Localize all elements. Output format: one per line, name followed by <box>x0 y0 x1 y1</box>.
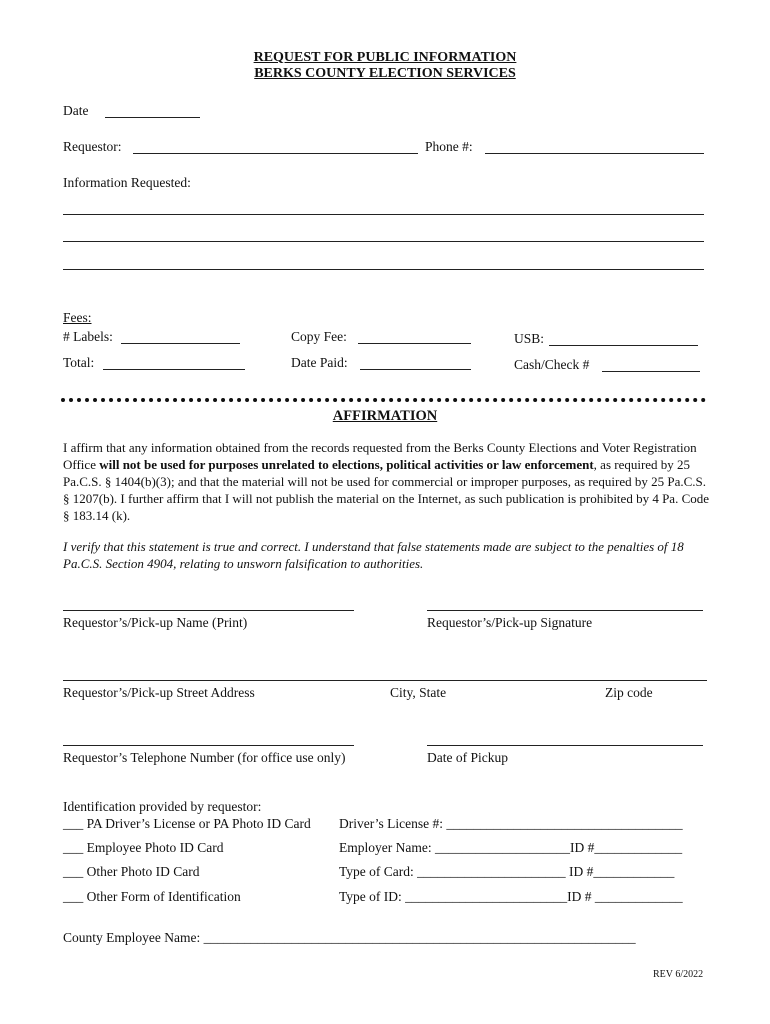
info-line-3[interactable] <box>63 269 704 270</box>
affirmation-text-b: , as required by 25 Pa.C.S. § 1404(b)(3); and that the material will not be used for commercial or improper purposes, as required by 25 Pa.C.S. § 1207(b). I further affirm that I will not publish the material on the Internet, as such publication is prohibited by 4 Pa. Code § 183.14 (k). <box>63 457 710 523</box>
city-state-label: City, State <box>390 685 447 700</box>
fees-heading: Fees: <box>63 310 92 325</box>
affirmation-text-bold: will not be used for purposes unrelated to elections, political activities or law enforcement <box>99 457 594 472</box>
cash-check-field[interactable] <box>602 371 700 372</box>
total-label: Total: <box>63 355 95 370</box>
date-field[interactable] <box>105 117 200 118</box>
pickup-date-line[interactable] <box>427 745 703 746</box>
county-employee-field[interactable]: County Employee Name: ________________________________________________________________ <box>63 930 636 945</box>
info-line-1[interactable] <box>63 214 704 215</box>
info-line-2[interactable] <box>63 241 704 242</box>
telephone-line[interactable] <box>63 745 354 746</box>
date-paid-label: Date Paid: <box>291 355 348 370</box>
form-subtitle: BERKS COUNTY ELECTION SERVICES <box>254 66 516 81</box>
name-print-label: Requestor’s/Pick-up Name (Print) <box>63 615 248 630</box>
requestor-field[interactable] <box>133 153 418 154</box>
usb-label: USB: <box>514 331 545 346</box>
date-paid-field[interactable] <box>360 369 471 370</box>
copy-fee-field[interactable] <box>358 343 471 344</box>
phone-label: Phone #: <box>425 139 473 154</box>
signature-label: Requestor’s/Pick-up Signature <box>427 615 593 630</box>
cash-check-label: Cash/Check # <box>514 357 590 372</box>
usb-field[interactable] <box>549 345 698 346</box>
date-label: Date <box>63 103 89 118</box>
signature-line[interactable] <box>427 610 703 611</box>
form-title: REQUEST FOR PUBLIC INFORMATION <box>253 50 517 65</box>
id-option-other-form[interactable]: ___ Other Form of Identification <box>63 889 241 904</box>
drivers-license-field[interactable]: Driver’s License #: ___________________________________ <box>339 816 683 831</box>
affirmation-paragraph <box>63 439 711 524</box>
total-field[interactable] <box>103 369 245 370</box>
address-line[interactable] <box>63 680 707 681</box>
id-option-employee[interactable]: ___ Employee Photo ID Card <box>63 840 224 855</box>
revision-label: REV 6/2022 <box>653 969 704 980</box>
employer-field[interactable]: Employer Name: ____________________ID #_____________ <box>339 840 683 855</box>
zip-label: Zip code <box>605 685 653 700</box>
labels-label: # Labels: <box>63 329 113 344</box>
street-address-label: Requestor’s/Pick-up Street Address <box>63 685 255 700</box>
id-option-other-photo[interactable]: ___ Other Photo ID Card <box>63 864 200 879</box>
info-requested-label: Information Requested: <box>63 175 191 190</box>
identification-heading: Identification provided by requestor: <box>63 799 262 814</box>
requestor-label: Requestor: <box>63 139 122 154</box>
type-of-card-field[interactable]: Type of Card: ______________________ ID #____________ <box>339 864 675 879</box>
pickup-date-label: Date of Pickup <box>427 750 508 765</box>
affirmation-heading: AFFIRMATION <box>332 408 438 424</box>
copy-fee-label: Copy Fee: <box>291 329 347 344</box>
name-print-line[interactable] <box>63 610 354 611</box>
affirmation-text-a: I affirm that any information obtained from the records requested from the Berks County Elections and Voter Registration Office <box>63 440 697 472</box>
verification-statement: I verify that this statement is true and correct. I understand that false statements made are subject to the penalties of 18 Pa.C.S. Section 4904, relating to unsworn falsification to authorities. <box>63 539 684 571</box>
id-option-pa-license[interactable]: ___ PA Driver’s License or PA Photo ID Card <box>63 816 311 831</box>
dotted-separator <box>61 398 706 402</box>
telephone-label: Requestor’s Telephone Number (for office use only) <box>63 750 346 765</box>
labels-field[interactable] <box>121 343 240 344</box>
phone-field[interactable] <box>485 153 704 154</box>
type-of-id-field[interactable]: Type of ID: ________________________ID # _____________ <box>339 889 683 904</box>
